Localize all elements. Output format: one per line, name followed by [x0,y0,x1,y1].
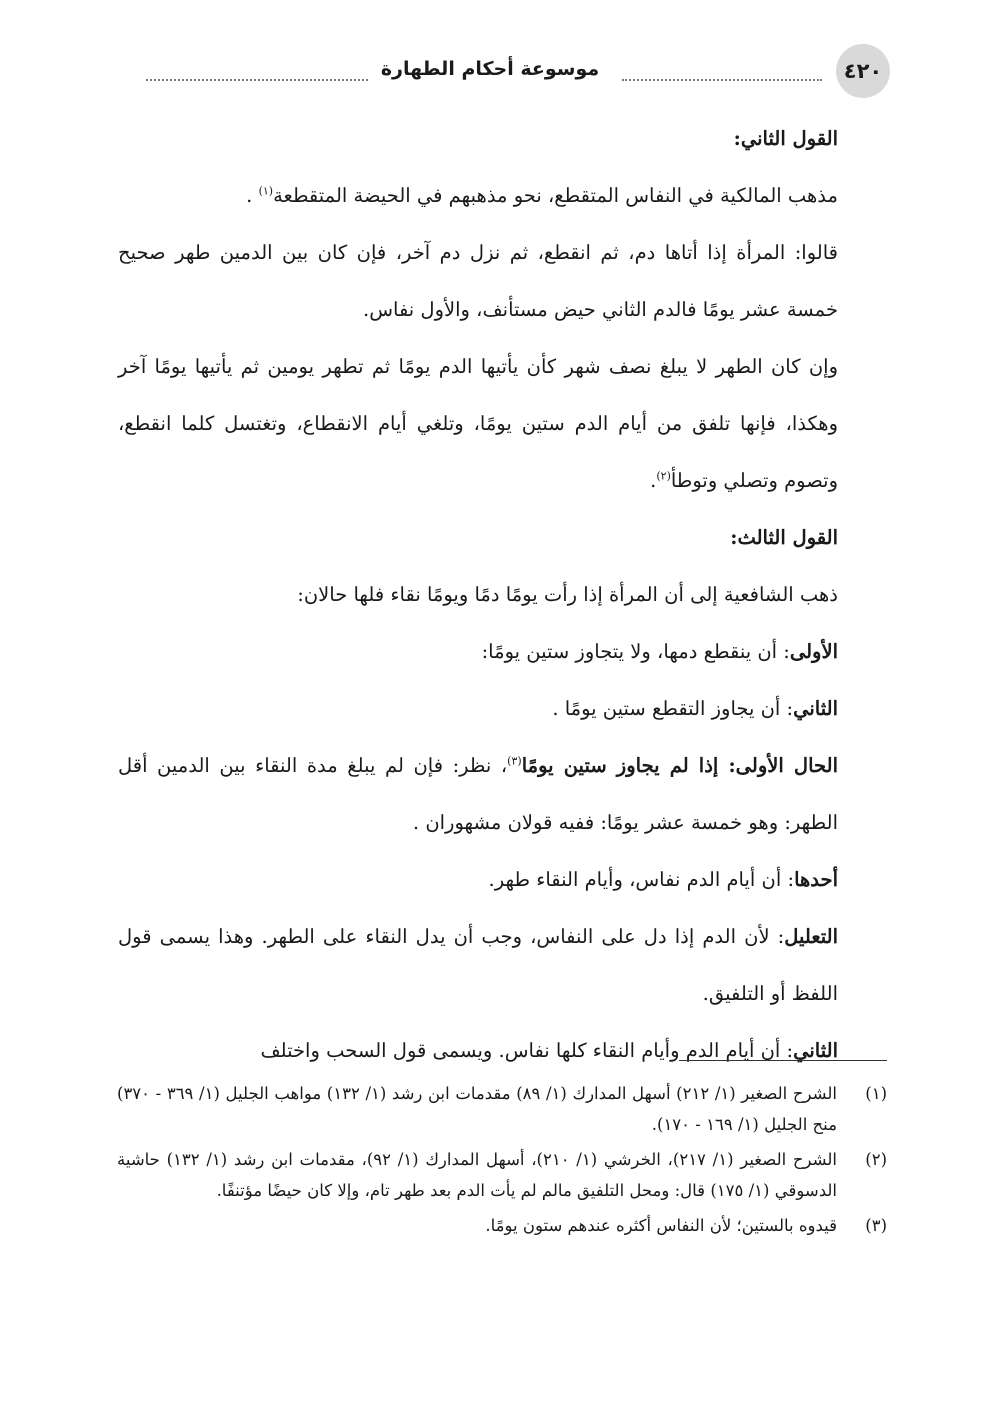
paragraph [118,167,838,224]
paragraph [118,623,838,680]
footnote-text: قيدوه بالستين؛ لأن النفاس أكثره عندهم ستون يومًا. [485,1216,837,1235]
main-text [118,110,838,1079]
footnotes [117,1078,887,1245]
paragraph-end: . [650,469,657,492]
paragraph-lead: أحدها [794,868,838,891]
paragraph-text: : أن أيام الدم وأيام النقاء كلها نفاس. ويسمى قول السحب واختلف [260,1039,794,1062]
page-number-badge: ٤٢٠ [836,44,890,98]
paragraph-lead: الثاني [793,1039,838,1062]
footnote-text: الشرح الصغير (١/ ٢١٧)، الخرشي (١/ ٢١٠)، أسهل المدارك (١/ ٩٢)، مقدمات ابن رشد (١/ ١٣٢) حاشية الدسوقي (١/ ١٧٥) قال: ومحل التلفيق مالم لم يأت الدم بعد طهر تام، وإلا كان حيضًا مؤتنفًا. [117,1150,837,1200]
header-dotted-rule-left [146,79,368,81]
paragraph-lead: الحال الأولى: إذا لم يجاوز ستين يومًا [521,754,838,777]
paragraph-lead: التعليل [784,925,838,948]
footnote-ref[interactable]: (٣) [507,754,522,768]
paragraph [118,737,838,851]
paragraph: قالوا: المرأة إذا أتاها دم، ثم انقطع، ثم نزل دم آخر، فإن كان بين الدمين طهر صحيح خمسة عشر يومًا فالدم الثاني حيض مستأنف، والأول نفاس. [118,241,838,321]
paragraph-text: وإن كان الطهر لا يبلغ نصف شهر كأن يأتيها الدم يومًا ثم تطهر يومين ثم يأتيها يومًا آخر وهكذا، فإنها تلفق من أيام الدم ستين يومًا، وتلغي أيام الانقطاع، وتغتسل كلما انقطع، وتصوم وتصلي وتوطأ [118,355,838,492]
paragraph: ذهب الشافعية إلى أن المرأة إذا رأت يومًا دمًا ويومًا نقاء فلها حالان: [297,583,838,606]
section-heading: القول الثاني: [733,127,838,150]
header-dotted-rule-right [622,79,822,81]
section-heading: القول الثالث: [730,526,838,549]
paragraph-text: ، نظر: فإن لم يبلغ مدة النقاء بين الدمين أقل الطهر: وهو خمسة عشر يومًا: ففيه قولان مشهوران . [118,754,838,834]
footnote-number: (٣) [865,1216,887,1235]
paragraph [118,908,838,1022]
paragraph-text: : أن ينقطع دمها، ولا يتجاوز ستين يومًا: [481,640,790,663]
paragraph-lead: الأولى [789,640,838,663]
paragraph [118,1022,838,1079]
footnote [117,1078,887,1140]
footnote-ref[interactable]: (٢) [656,469,671,483]
footnote-text: الشرح الصغير (١/ ٢١٢) أسهل المدارك (١/ ٨٩) مقدمات ابن رشد (١/ ١٣٢) مواهب الجليل (١/ ٣٦٩ - ٣٧٠) منح الجليل (١/ ١٦٩ - ١٧٠). [117,1084,837,1134]
paragraph [118,851,838,908]
page-header [146,44,890,98]
paragraph-lead: الثاني [793,697,838,720]
paragraph-text: مذهب المالكية في النفاس المتقطع، نحو مذهبهم في الحيضة المتقطعة [273,184,838,207]
footnote [117,1144,887,1206]
paragraph-end: . [246,184,259,207]
footnote-number: (١) [865,1084,887,1103]
footnote [117,1210,887,1241]
footnote-divider [679,1060,887,1061]
running-title: موسوعة أحكام الطهارة [380,58,600,80]
paragraph [118,680,838,737]
paragraph-text: : لأن الدم إذا دل على النفاس، وجب أن يدل النقاء على الطهر. وهذا يسمى قول اللفظ أو التلفيق. [118,925,838,1005]
paragraph [118,338,838,509]
paragraph-text: : أن أيام الدم نفاس، وأيام النقاء طهر. [488,868,795,891]
footnote-ref[interactable]: (١) [258,184,274,198]
footnote-number: (٢) [865,1150,887,1169]
paragraph-text: : أن يجاوز التقطع ستين يومًا . [552,697,794,720]
